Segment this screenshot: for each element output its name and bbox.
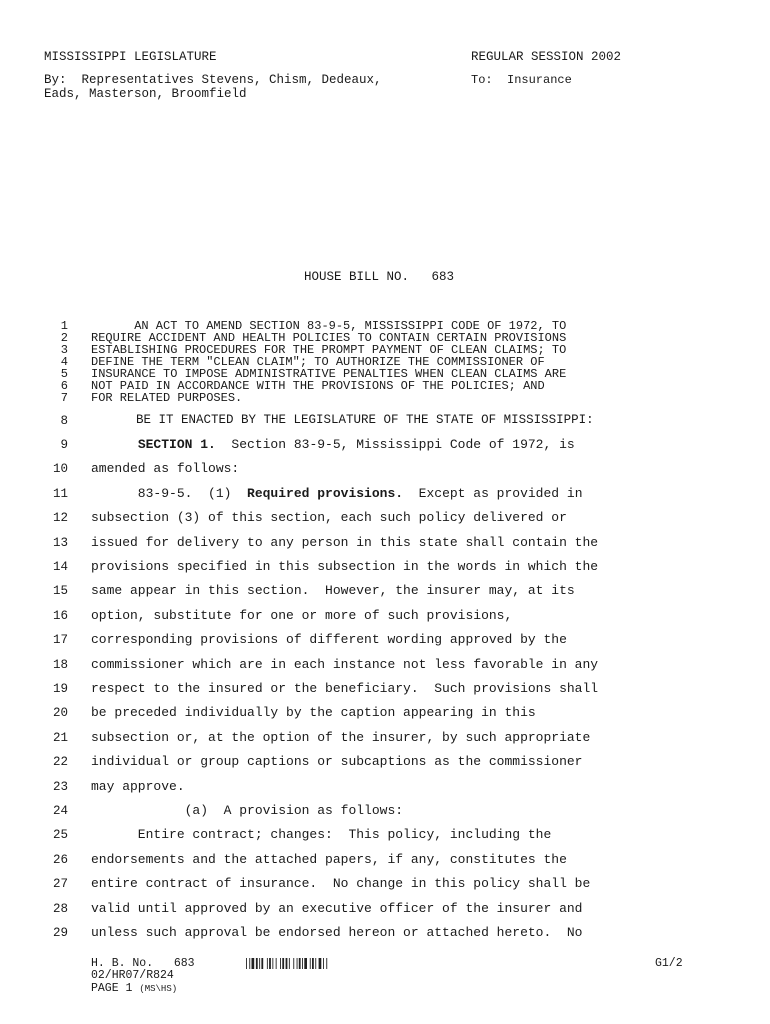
line-number: 10 [52,462,68,476]
act-title-line: DEFINE THE TERM "CLEAN CLAIM"; TO AUTHORIZE THE COMMISSIONER OF [91,355,545,369]
line-number: 21 [52,731,68,745]
line-number: 20 [52,706,68,720]
body-line: provisions specified in this subsection in the words in which the [91,559,599,574]
session-label: REGULAR SESSION 2002 [471,50,622,64]
line-number: 23 [52,780,68,794]
subsection-heading: Required provisions. [247,486,404,501]
body-line: endorsements and the attached papers, if any, constitutes the [91,852,567,867]
act-title-line: REQUIRE ACCIDENT AND HEALTH POLICIES TO CONTAIN CERTAIN PROVISIONS [91,331,567,345]
body-line: be preceded individually by the caption appearing in this [91,705,536,720]
sponsors-line-1: By: Representatives Stevens, Chism, Dedeaux, [44,73,382,87]
line-number: 2 [60,331,68,345]
line-number: 19 [52,682,68,696]
body-line [91,437,575,452]
body-line: subsection or, at the option of the insurer, by such appropriate [91,730,591,745]
body-text: Except as provided in [403,486,583,501]
line-number: 13 [52,536,68,550]
barcode-image [246,958,356,969]
act-title-line: AN ACT TO AMEND SECTION 83-9-5, MISSISSIPPI CODE OF 1972, TO [91,319,567,333]
committee-referral: To: Insurance [471,73,572,87]
line-number: 25 [52,828,68,842]
line-number: 15 [52,584,68,598]
footer-version: G1/2 [655,957,683,970]
sponsors-line-2: Eads, Masterson, Broomfield [44,87,247,101]
body-line: option, substitute for one or more of such provisions, [91,608,513,623]
body-line: unless such approval be endorsed hereon or attached hereto. No [91,925,583,940]
line-number: 5 [60,367,68,381]
body-line: Entire contract; changes: This policy, including the [91,827,552,842]
body-line: entire contract of insurance. No change in this policy shall be [91,876,591,891]
footer-code: 02/HR07/R824 [91,969,174,982]
page-number: PAGE 1 [91,982,133,995]
line-number: 4 [60,355,68,369]
body-line: (a) A provision as follows: [91,803,404,818]
enacting-clause: BE IT ENACTED BY THE LEGISLATURE OF THE STATE OF MISSISSIPPI: [91,413,594,427]
act-title-line: FOR RELATED PURPOSES. [91,391,243,405]
line-number: 16 [52,609,68,623]
section-heading: SECTION 1. [137,437,216,452]
body-line: subsection (3) of this section, each such policy delivered or [91,510,567,525]
body-line: corresponding provisions of different wording approved by the [91,632,567,647]
line-number: 28 [52,902,68,916]
indent: 83-9-5. (1) [91,486,248,501]
body-line: may approve. [91,779,185,794]
line-number: 3 [60,343,68,357]
line-number: 14 [52,560,68,574]
body-line [91,486,583,501]
line-number: 12 [52,511,68,525]
footer-page [91,983,177,995]
line-number: 29 [52,926,68,940]
indent [91,437,138,452]
body-line: commissioner which are in each instance not less favorable in any [91,657,599,672]
line-number: 17 [52,633,68,647]
act-title-line: INSURANCE TO IMPOSE ADMINISTRATIVE PENALTIES WHEN CLEAN CLAIMS ARE [91,367,567,381]
page-drafter: (MS\HS) [139,984,178,994]
body-text: Section 83-9-5, Mississippi Code of 1972, is [215,437,575,452]
line-number: 24 [52,804,68,818]
line-number: 27 [52,877,68,891]
legislature-name: MISSISSIPPI LEGISLATURE [44,50,217,64]
act-title-line: NOT PAID IN ACCORDANCE WITH THE PROVISIONS OF THE POLICIES; AND [91,379,545,393]
body-line: amended as follows: [91,461,240,476]
line-number: 22 [52,755,68,769]
act-title-line: ESTABLISHING PROCEDURES FOR THE PROMPT PAYMENT OF CLEAN CLAIMS; TO [91,343,567,357]
body-line: individual or group captions or subcaptions as the commissioner [91,754,583,769]
footer-bill-number: H. B. No. 683 [91,957,195,970]
line-number: 26 [52,853,68,867]
body-line: respect to the insured or the beneficiary. Such provisions shall [91,681,599,696]
line-number: 18 [52,658,68,672]
body-line: valid until approved by an executive officer of the insurer and [91,901,583,916]
body-line: same appear in this section. However, the insurer may, at its [91,583,575,598]
body-line: issued for delivery to any person in this state shall contain the [91,535,599,550]
bill-title: HOUSE BILL NO. 683 [304,270,455,284]
line-number: 8 [60,414,68,428]
line-number: 6 [60,379,68,393]
line-number: 7 [60,391,68,405]
line-number: 9 [60,438,68,452]
line-number: 1 [60,319,68,333]
line-number: 11 [52,487,68,501]
